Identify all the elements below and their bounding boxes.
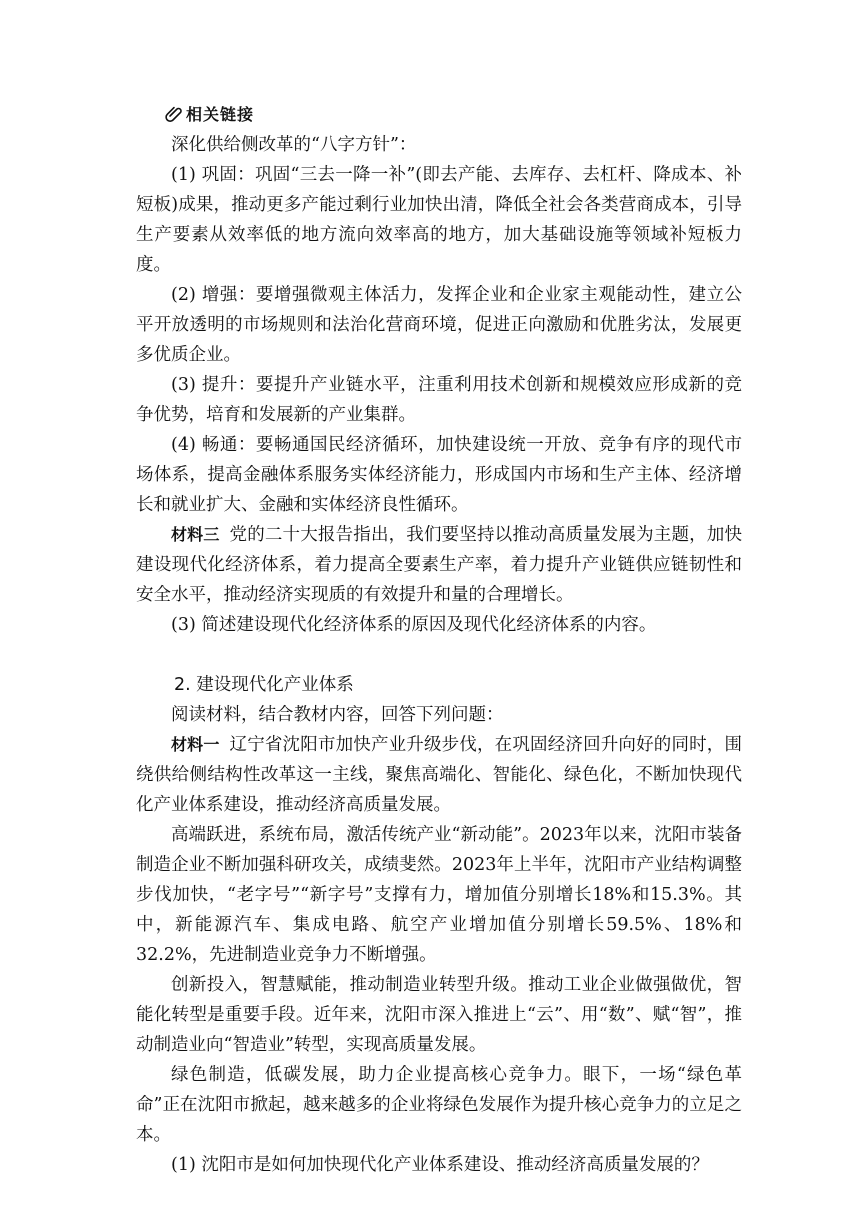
paragraph-green: 绿色制造，低碳发展，助力企业提高核心竞争力。眼下，一场“绿色革命”正在沈阳市掀起，越来越多的企业将绿色发展作为提升核心竞争力的立足之本。: [136, 1065, 742, 1145]
problem-two-section: [136, 670, 742, 1180]
problem-two-instruction: 阅读材料，结合教材内容，回答下列问题：: [171, 705, 504, 725]
eight-word-intro: 深化供给侧改革的“八字方针”：: [171, 135, 417, 155]
material-one-label: 材料一: [171, 735, 220, 754]
paragraph-innovation: 创新投入，智慧赋能，推动制造业转型升级。推动工业企业做强做优，智能化转型是重要手段。近年来，沈阳市深入推进上“云”、用“数”、赋“智”，推动制造业向“智造业”转型，实现高质量发展。: [136, 975, 742, 1055]
related-links-heading: [164, 96, 742, 130]
link-item-consolidate: (1) 巩固：巩固“三去一降一补”(即去产能、去库存、去杠杆、降成本、补短板)成果，推动更多产能过剩行业加快出清，降低全社会各类营商成本，引导生产要素从效率低的地方流向效率高的地方，加大基础设施等领域补短板力度。: [136, 165, 742, 275]
material-one-text: 辽宁省沈阳市加快产业升级步伐，在巩固经济回升向好的同时，围绕供给侧结构性改革这一主线，聚焦高端化、智能化、绿色化，不断加快现代化产业体系建设，推动经济高质量发展。: [136, 735, 742, 815]
question-one: (1) 沈阳市是如何加快现代化产业体系建设、推动经济高质量发展的？: [171, 1155, 709, 1175]
paragraph-high-end: 高端跃进，系统布局，激活传统产业“新动能”。2023年以来，沈阳市装备制造企业不断加强科研攻关，成绩斐然。2023年上半年，沈阳市产业结构调整步伐加快，“老字号”“新字号”支撑有力，增加值分别增长18%和15.3%。其中，新能源汽车、集成电路、航空产业增加值分别增长59.5%、18%和32.2%，先进制造业竞争力不断增强。: [136, 825, 742, 965]
paperclip-icon: [164, 104, 184, 122]
problem-two-title: 2. 建设现代化产业体系: [174, 675, 354, 695]
material-three: [136, 520, 742, 610]
related-links-section: [136, 96, 742, 640]
material-one: [136, 730, 742, 820]
link-item-strengthen: (2) 增强：要增强微观主体活力，发挥企业和企业家主观能动性，建立公平开放透明的市场规则和法治化营商环境，促进正向激励和优胜劣汰，发展更多优质企业。: [136, 285, 742, 365]
link-item-unblock: (4) 畅通：要畅通国民经济循环，加快建设统一开放、竞争有序的现代市场体系，提高金融体系服务实体经济能力，形成国内市场和生产主体、经济增长和就业扩大、金融和实体经济良性循环。: [136, 435, 742, 515]
material-three-text: 党的二十大报告指出，我们要坚持以推动高质量发展为主题，加快建设现代化经济体系，着力提高全要素生产率，着力提升产业链供应链韧性和安全水平，推动经济实现质的有效提升和量的合理增长。: [136, 525, 742, 605]
related-links-title: 相关链接: [186, 104, 255, 124]
material-three-label: 材料三: [171, 525, 220, 544]
question-three: (3) 简述建设现代化经济体系的原因及现代化经济体系的内容。: [171, 615, 657, 635]
link-item-upgrade: (3) 提升：要提升产业链水平，注重利用技术创新和规模效应形成新的竞争优势，培育和发展新的产业集群。: [136, 375, 742, 425]
